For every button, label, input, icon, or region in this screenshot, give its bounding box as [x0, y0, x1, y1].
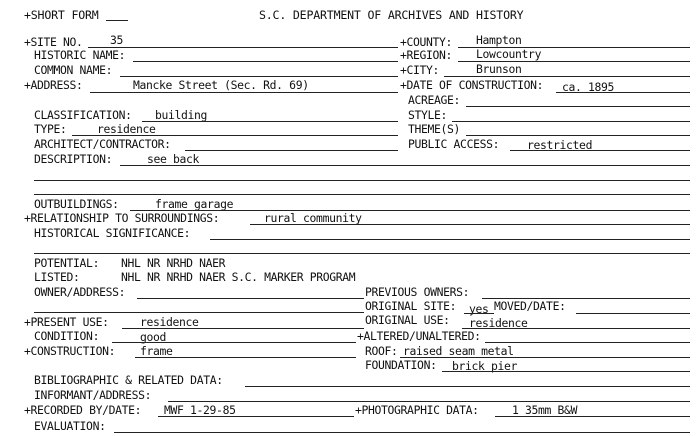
condition-value: good [140, 330, 167, 344]
address-value: Mancke Street (Sec. Rd. 69) [133, 78, 309, 92]
altered-label: +ALTERED/UNALTERED: [357, 329, 481, 343]
potential-label: POTENTIAL: [34, 256, 100, 270]
historic-name-line [133, 61, 398, 62]
listed-options: NHL NR NRHD NAER S.C. MARKER PROGRAM [121, 270, 356, 284]
classification-value: building [155, 108, 208, 122]
description-line [120, 165, 690, 166]
description-label: DESCRIPTION: [34, 152, 113, 166]
address-label: +ADDRESS: [24, 78, 83, 92]
address-line [90, 92, 398, 93]
outbuildings-value: frame garage [155, 197, 234, 211]
original-use-label: ORIGINAL USE: [365, 313, 450, 327]
historical-significance-extra-line [34, 253, 690, 254]
region-label: +REGION: [400, 48, 453, 62]
photographic-data-label: +PHOTOGRAPHIC DATA: [355, 403, 479, 417]
common-name-line [120, 76, 398, 77]
themes-line [466, 135, 690, 136]
bibliographic-line [245, 386, 690, 387]
description-value: see back [147, 152, 200, 166]
recorded-by-label: +RECORDED BY/DATE: [24, 403, 142, 417]
bibliographic-label: BIBLIOGRAPHIC & RELATED DATA: [34, 373, 223, 387]
present-use-value: residence [140, 315, 199, 329]
construction-line [135, 357, 356, 358]
architect-label: ARCHITECT/CONTRACTOR: [34, 137, 171, 151]
classification-line [142, 121, 398, 122]
relationship-label: +RELATIONSHIP TO SURROUNDINGS: [24, 211, 220, 225]
county-value: Hampton [476, 33, 522, 47]
historical-significance-label: HISTORICAL SIGNIFICANCE: [34, 226, 191, 240]
historical-significance-line [210, 239, 690, 240]
classification-label: CLASSIFICATION: [34, 108, 132, 122]
themes-label: THEME(S) [408, 122, 461, 136]
acreage-label: ACREAGE: [408, 93, 461, 107]
original-site-line [464, 313, 494, 314]
relationship-value: rural community [264, 211, 362, 225]
construction-value: frame [140, 344, 173, 358]
type-label: TYPE: [34, 122, 67, 136]
evaluation-line [114, 432, 690, 433]
condition-line [112, 342, 356, 343]
photographic-data-line [495, 416, 690, 417]
roof-label: ROOF: [365, 344, 398, 358]
listed-label: LISTED: [34, 270, 80, 284]
public-access-line [510, 150, 690, 151]
public-access-value: restricted [527, 138, 593, 152]
roof-line [400, 357, 690, 358]
original-use-value: residence [469, 316, 528, 330]
informant-label: INFORMANT/ADDRESS: [34, 388, 152, 402]
date-construction-value: ca. 1895 [562, 80, 615, 94]
owner-address-extra-line [34, 312, 364, 313]
original-site-label: ORIGINAL SITE: [365, 299, 457, 313]
roof-value: raised seam metal [403, 344, 514, 358]
owner-address-line [137, 298, 364, 299]
date-construction-line [556, 92, 690, 93]
previous-owners-label: PREVIOUS OWNERS: [365, 285, 470, 299]
county-label: +COUNTY: [400, 35, 453, 49]
recorded-by-value: MWF 1-29-85 [164, 403, 236, 417]
acreage-line [466, 106, 690, 107]
type-line [72, 135, 398, 136]
foundation-value: brick pier [452, 359, 518, 373]
short-form-line [106, 20, 128, 21]
present-use-line [122, 328, 364, 329]
type-value: residence [97, 122, 156, 136]
relationship-line [250, 224, 690, 225]
city-value: Brunson [476, 62, 522, 76]
date-construction-label: +DATE OF CONSTRUCTION: [400, 78, 544, 92]
city-label: +CITY: [400, 63, 440, 77]
architect-line [185, 150, 398, 151]
foundation-line [442, 371, 690, 372]
condition-label: CONDITION: [34, 329, 100, 343]
moved-date-label: MOVED/DATE: [494, 299, 566, 313]
recorded-by-line [158, 416, 354, 417]
moved-date-line [576, 313, 690, 314]
outbuildings-label: OUTBUILDINGS: [34, 197, 119, 211]
site-no-line [88, 47, 398, 48]
historic-name-label: HISTORIC NAME: [34, 48, 126, 62]
description-extra-line-2 [34, 194, 690, 195]
style-line [452, 121, 690, 122]
evaluation-label: EVALUATION: [34, 419, 106, 433]
region-value: Lowcountry [476, 47, 542, 61]
construction-label: +CONSTRUCTION: [24, 344, 116, 358]
present-use-label: +PRESENT USE: [24, 315, 109, 329]
owner-address-label: OWNER/ADDRESS: [34, 285, 126, 299]
potential-options: NHL NR NRHD NAER [121, 256, 226, 270]
site-no-label: +SITE NO. [24, 35, 83, 49]
department-title: S.C. DEPARTMENT OF ARCHIVES AND HISTORY [259, 8, 524, 22]
city-line [444, 76, 690, 77]
original-site-value: yes [469, 302, 489, 316]
common-name-label: COMMON NAME: [34, 63, 113, 77]
altered-line [485, 342, 690, 343]
foundation-label: FOUNDATION: [365, 358, 437, 372]
original-use-line [462, 328, 690, 329]
description-extra-line-1 [34, 180, 690, 181]
short-form-label: +SHORT FORM [24, 8, 99, 22]
photographic-data-value: 1 35mm B&W [512, 403, 578, 417]
style-label: STYLE: [408, 108, 448, 122]
informant-line [168, 401, 690, 402]
site-no-value: 35 [110, 33, 124, 47]
public-access-label: PUBLIC ACCESS: [408, 137, 500, 151]
